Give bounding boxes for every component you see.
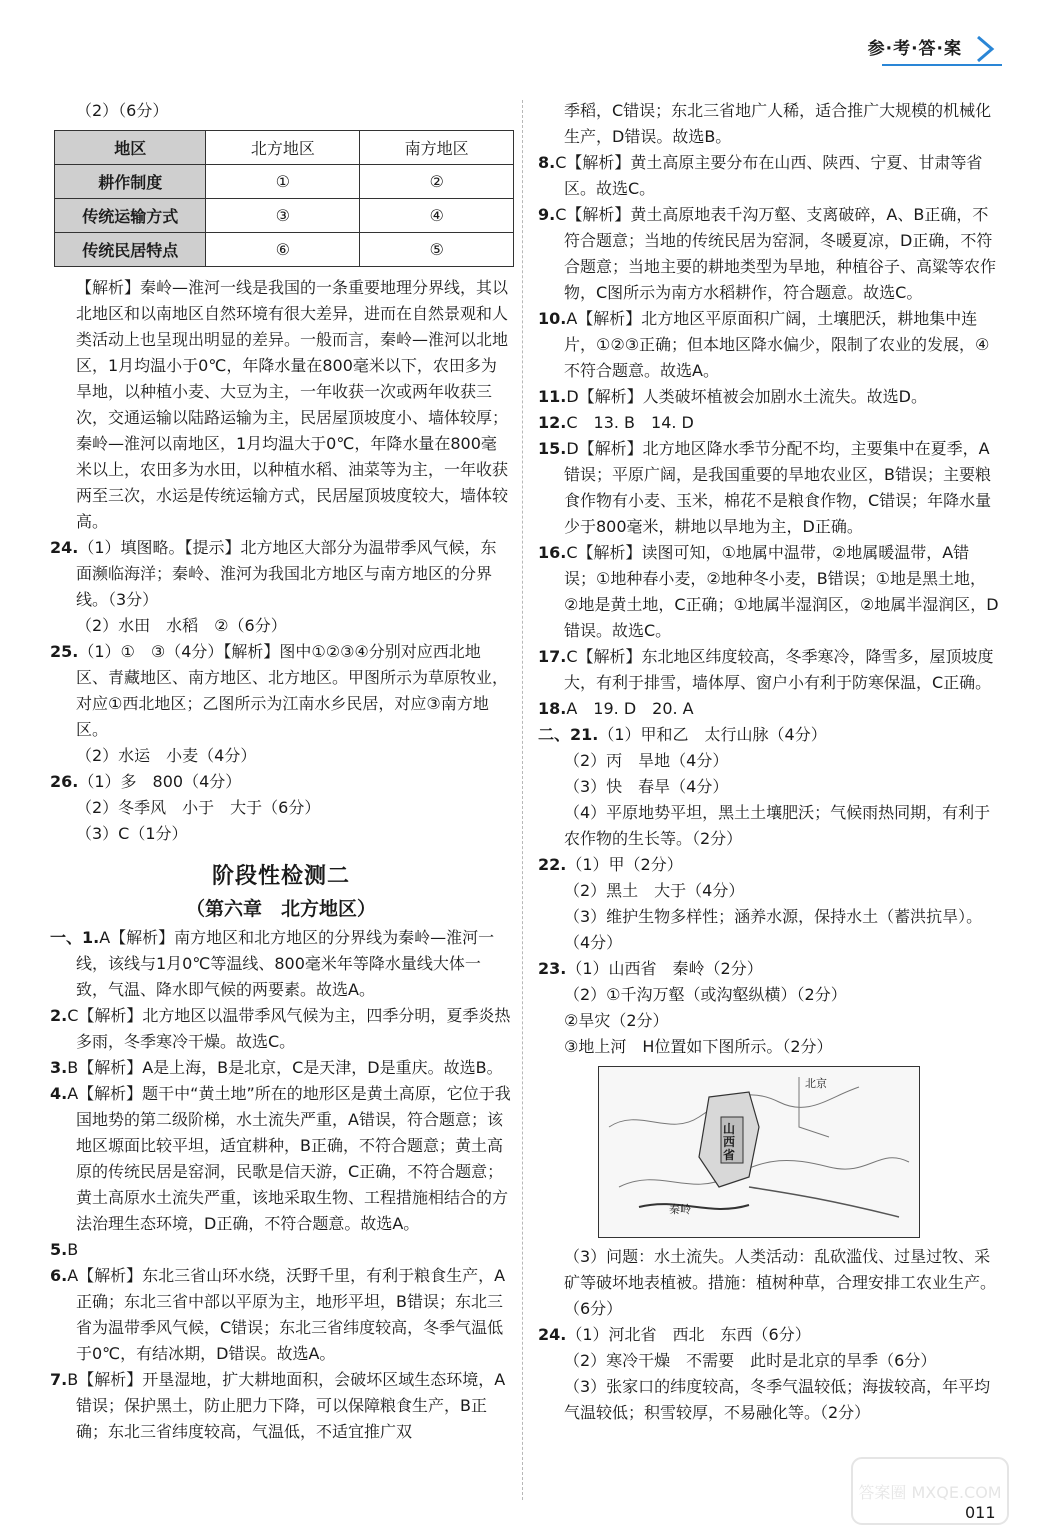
table-cell: 传统运输方式 (55, 199, 206, 233)
shanxi-map (598, 1066, 920, 1238)
answer-number: 8. (538, 153, 556, 172)
table-row (55, 233, 514, 267)
answer-number: 二、21. (538, 725, 599, 744)
answer-number: 18. (538, 699, 567, 718)
answer-line (538, 150, 1000, 202)
answer-number: 24. (50, 538, 79, 557)
watermark-text: 答案圈 MXQE.COM (858, 1483, 1002, 1502)
answer-line (50, 821, 512, 847)
answer-line (50, 613, 512, 639)
answer-line (50, 1263, 512, 1367)
answer-line (538, 1322, 1000, 1348)
analysis-23: 【解析】秦岭—淮河一线是我国的一条重要地理分界线，其以北地区和以南地区自然环境有很大差异，进而在自然景观和人类活动上也呈现出明显的差异。一般而言，秦岭—淮河以北地区，1月均温小于0℃，年降水量在800毫米以下，农田多为旱地，以种植小麦、大豆为主，一年收获一次或两年收获三次，交通运输以陆路运输为主，民居屋顶坡度小、墙体较厚；秦岭—淮河以南地区，1月均温大于0℃，年降水量在800毫米以上，农田多为水田，以种植水稻、油菜等为主，一年收获两至三次，水运是传统运输方式，民居屋顶坡度较大，墙体较高。 (76, 278, 509, 531)
answer-text: A【解析】东北三省山环水绕，沃野千里，有利于粮食生产，A正确；东北三省中部以平原为主，地形平坦，B错误；东北三省为温带季风气候，C错误；东北三省纬度较高，冬季气温低于0℃，有结冰期，D错误。故选A。 (67, 1266, 506, 1363)
answer-line (538, 1244, 1000, 1322)
answer-line (538, 202, 1000, 306)
table-cell: ⑤ (360, 233, 514, 267)
table-cell: ② (360, 165, 514, 199)
answer-number: 25. (50, 642, 79, 661)
answer-text: D【解析】北方地区降水季节分配不均，主要集中在夏季，A错误；平原广阔，是我国重要的旱地农业区，B错误；主要粮食作物有小麦、玉米，棉花不是粮食作物，C错误；年降水量少于800毫米，耕地以旱地为主，D正确。 (564, 439, 992, 536)
answer-text: （3）C（1分） (76, 824, 188, 843)
answer-line (538, 644, 1000, 696)
answer-line (538, 98, 1000, 150)
answer-number: 10. (538, 309, 567, 328)
answer-line (50, 1055, 512, 1081)
section-title: 阶段性检测二 (211, 864, 350, 889)
q26-block (50, 769, 512, 847)
answer-line (538, 852, 1000, 878)
column-divider (522, 100, 524, 1500)
answer-number: 24. (538, 1325, 567, 1344)
answer-text: （2）黑土 大于（4分） (564, 881, 745, 900)
header-underline (882, 64, 1002, 66)
answer-text: 季稻，C错误；东北三省地广人稀，适合推广大规模的机械化生产，D错误。故选B。 (564, 101, 992, 146)
answer-number: 4. (50, 1084, 68, 1103)
answer-text: （3）问题：水土流失。人类活动：乱砍滥伐、过垦过牧、采矿等破坏地表植被。措施：植树种草，合理安排工农业生产。（6分） (564, 1247, 997, 1318)
answer-number: 22. (538, 855, 567, 874)
answer-line (50, 1367, 512, 1445)
answer-number: 一、1. (50, 928, 100, 947)
answer-line (538, 982, 1000, 1008)
answer-line (50, 1003, 512, 1055)
answer-text: B【解析】A是上海，B是北京，C是天津，D是重庆。故选B。 (67, 1058, 503, 1077)
page-number: 011 (965, 1503, 996, 1522)
answer-number: 16. (538, 543, 567, 562)
chevron-right-icon (970, 34, 1000, 64)
answer-text: B (67, 1240, 79, 1259)
answer-line (538, 696, 1000, 722)
answer-line (50, 795, 512, 821)
answer-text: （2）丙 旱地（4分） (564, 751, 729, 770)
answer-text: （1）山西省 秦岭（2分） (566, 959, 763, 978)
table-cell: ③ (206, 199, 360, 233)
table-header-cell: 南方地区 (360, 131, 514, 165)
table-cell: 耕作制度 (55, 165, 206, 199)
table-row (55, 199, 514, 233)
answer-text: （1）河北省 西北 东西（6分） (566, 1325, 811, 1344)
answer-line (538, 904, 1000, 956)
table-cell: ④ (360, 199, 514, 233)
answer-text: B【解析】开垦湿地，扩大耕地面积，会破坏区域生态环境，A错误；保护黑土，防止肥力下降，可以保障粮食生产，B正确；东北三省纬度较高，气温低，不适宜推广双 (67, 1370, 506, 1441)
answer-number: 9. (538, 205, 556, 224)
answer-line (538, 1034, 1000, 1060)
map-label-shanxi: 山西省 (723, 1122, 736, 1162)
q24-block (50, 535, 512, 639)
answer-line (538, 722, 1000, 748)
right-column (538, 98, 1000, 1426)
q25-block (50, 639, 512, 769)
answer-text: D【解析】人类破坏植被会加剧水土流失。故选D。 (566, 387, 927, 406)
answer-text: （3）维护生物多样性；涵养水源，保持水土（蓄洪抗旱）。（4分） (564, 907, 983, 952)
answer-text: （1）填图略。【提示】北方地区大部分为温带季风气候，东面濒临海洋；秦岭、淮河为我国北方地区与南方地区的分界线。（3分） (76, 538, 497, 609)
answer-text: （2）水运 小麦（4分） (76, 746, 257, 765)
answer-line (538, 800, 1000, 852)
watermark-logo (850, 1456, 1010, 1526)
answer-text: A【解析】题干中“黄土地”所在的地形区是黄土高原，它位于我国地势的第二级阶梯，水土流失严重，A错误，符合题意；该地区塬面比较平坦，适宜耕种，B正确，不符合题意；黄土高原的传统民居是窑洞，民歌是信天游，C正确，不符合题意；黄土高原水土流失严重，该地采取生物、工程措施相结合的方法治理生态环境，D正确，不符合题意。故选A。 (67, 1084, 511, 1233)
answer-text: ③地上河 H位置如下图所示。（2分） (564, 1037, 833, 1056)
answer-text: C 13. B 14. D (566, 413, 694, 432)
left-items (50, 925, 512, 1445)
answer-number: 5. (50, 1240, 68, 1259)
table-header-cell: 北方地区 (206, 131, 360, 165)
table-row (55, 165, 514, 199)
map-label-beijing: 北京 (805, 1077, 827, 1090)
answer-number: 17. (538, 647, 567, 666)
answer-line (538, 1348, 1000, 1374)
answer-text: A【解析】南方地区和北方地区的分界线为秦岭—淮河一线，该线与1月0℃等温线、800毫米年等降水量线大体一致，气温、降水即气候的两要素。故选A。 (76, 928, 495, 999)
answer-text: ②旱灾（2分） (564, 1011, 669, 1030)
answer-line (538, 774, 1000, 800)
answer-line (538, 384, 1000, 410)
answer-number: 12. (538, 413, 567, 432)
watermark (850, 1456, 1010, 1526)
answer-line (50, 769, 512, 795)
q23-2-label: （2）（6分） (76, 101, 169, 120)
answer-line (538, 410, 1000, 436)
answer-line (538, 436, 1000, 540)
answer-text: C【解析】北方地区以温带季风气候为主，四季分明，夏季炎热多雨，冬季寒冷干燥。故选C。 (67, 1006, 511, 1051)
left-column (50, 98, 512, 1445)
answer-text: C【解析】东北地区纬度较高，冬季寒冷，降雪多，屋顶坡度大，有利于排雪，墙体厚、窗户小有利于防寒保温，C正确。 (564, 647, 994, 692)
answer-number: 23. (538, 959, 567, 978)
answer-table (54, 130, 514, 267)
answer-number: 6. (50, 1266, 68, 1285)
answer-number: 26. (50, 772, 79, 791)
answer-text: （1）① ③（4分）【解析】图中①②③④分别对应西北地区、青藏地区、南方地区、北方地区。甲图所示为草原牧业，对应①西北地区；乙图所示为江南水乡民居，对应③南方地区。 (76, 642, 509, 739)
right-items-b (538, 1244, 1000, 1426)
answer-line (538, 540, 1000, 644)
answer-text: （2）①千沟万壑（或沟壑纵横）（2分） (564, 985, 847, 1004)
answer-text: C【解析】黄土高原主要分布在山西、陕西、宁夏、甘肃等省区。故选C。 (555, 153, 983, 198)
answer-line (50, 535, 512, 613)
answer-number: 2. (50, 1006, 68, 1025)
answer-text: （2）寒冷干燥 不需要 此时是北京的旱季（6分） (564, 1351, 937, 1370)
answer-number: 11. (538, 387, 567, 406)
answer-text: C【解析】读图可知，①地属中温带，②地属暖温带，A错误；①地种春小麦，②地种冬小麦，B错误；①地是黑土地，②地是黄土地，C正确；①地属半湿润区，②地属半湿润区，D错误。故选C。 (564, 543, 999, 640)
answer-number: 15. (538, 439, 567, 458)
table-cell: ⑥ (206, 233, 360, 267)
answer-text: A【解析】北方地区平原面积广阔，土壤肥沃，耕地集中连片，①②③正确；但本地区降水偏少，限制了农业的发展，④不符合题意。故选A。 (564, 309, 990, 380)
map-drawing (599, 1067, 919, 1237)
map-label-qinling: 秦岭 (669, 1203, 691, 1216)
table-cell: 传统民居特点 (55, 233, 206, 267)
answer-text: （2）水田 水稻 ②（6分） (76, 616, 287, 635)
answer-line (50, 925, 512, 1003)
answer-line (50, 639, 512, 743)
answer-text: （1）甲和乙 太行山脉（4分） (598, 725, 827, 744)
header-label: 参·考·答·案 (867, 39, 962, 59)
answer-line (50, 743, 512, 769)
table-header-cell: 地区 (55, 131, 206, 165)
right-items-a (538, 98, 1000, 1060)
answer-line (50, 1081, 512, 1237)
answer-line (538, 748, 1000, 774)
answer-number: 7. (50, 1370, 68, 1389)
table-header-row (55, 131, 514, 165)
answer-text: （1）甲（2分） (566, 855, 683, 874)
answer-line (538, 306, 1000, 384)
table-cell: ① (206, 165, 360, 199)
answer-text: （1）多 800（4分） (78, 772, 242, 791)
answer-number: 3. (50, 1058, 68, 1077)
answer-text: （3）快 春旱（4分） (564, 777, 729, 796)
answer-line (538, 956, 1000, 982)
answer-line (538, 1008, 1000, 1034)
answer-text: （4）平原地势平坦，黑土土壤肥沃；气候雨热同期，有利于农作物的生长等。（2分） (564, 803, 991, 848)
answer-text: C【解析】黄土高原地表千沟万壑、支离破碎，A、B正确，不符合题意；当地的传统民居为窑洞，冬暖夏凉，D正确，不符合题意；当地主要的耕地类型为旱地，种植谷子、高粱等农作物，C图所示为南方水稻耕作，符合题意。故选C。 (555, 205, 997, 302)
section-subtitle: （第六章 北方地区） (185, 898, 376, 920)
answer-line (538, 1374, 1000, 1426)
answer-line (538, 878, 1000, 904)
answer-text: （2）冬季风 小于 大于（6分） (76, 798, 321, 817)
answer-text: A 19. D 20. A (566, 699, 694, 718)
answer-line (50, 1237, 512, 1263)
answer-text: （3）张家口的纬度较高，冬季气温较低；海拔较高，年平均气温较低；积雪较厚，不易融化等。（2分） (564, 1377, 991, 1422)
